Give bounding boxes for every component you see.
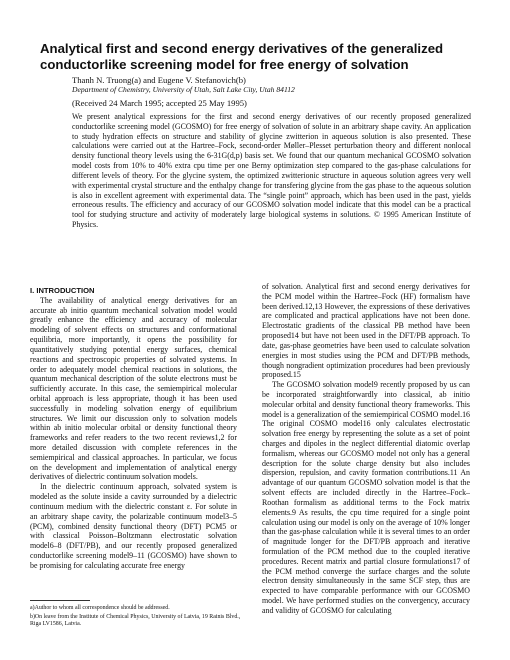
section-heading: I. INTRODUCTION [30, 286, 95, 295]
paper-title: Analytical first and second energy derivatives of the generalized conductorlike screening model for free energy of solvation [40, 41, 444, 72]
intro-paragraph-3: of solvation. Analytical first and second energy derivatives for the PCM model within the Hartree–Fock (HF) formalism have been derived.12,13 However, the expressions of these derivatives are complicated and practical applications have not been done. Electrostatic gradients of the classical PB method have been proposed14 but have not been used in the DFT/PB approach. To date, gas-phase geometries have been used to calculate solvation energies in most studies using the PCM and DFT/PB methods, though nongradient optimization procedures had been previously proposed.15 [262, 282, 470, 380]
intro-paragraph-4: The GCOSMO solvation model9 recently proposed by us can be incorporated straightforwardly into classical, ab initio molecular orbital and density functional theory frameworks. This model is a generalization of the semiempirical COSMO model.16 The original COSMO model16 only calculates electrostatic solvation free energy by representing the solute as a set of point charges and dipoles in the neglect differential diatomic overlap formalism, whereas our GCOSMO model not only has a general description for the solute charge density but also includes dispersion, repulsion, and cavity formation contributions.11 An advantage of our quantum GCOSMO solvation model is that the solvent effects are included directly in the Hartree–Fock–Roothan formalism as additional terms to the Fock matrix elements.9 As results, the cpu time required for a single point calculation using our model is only on the average of 10% longer than the gas-phase calculation while it is several times to an order of magnitude longer for the DFT/PB approach and iterative formulation of the PCM method due to the coupled iterative procedures. Recent matrix and partial closure formulations17 of the PCM method converge the surface charges and the solute electron density simultaneously in the same SCF step, thus are expected to have comparable performance with our GCOSMO model. We have performed studies on the convergency, accuracy and validity of GCOSMO for calculating [262, 380, 470, 615]
left-column [30, 286, 237, 571]
intro-paragraph-2: In the dielectric continuum approach, solvated system is modeled as the solute inside a cavity surrounded by a dielectric continuum medium with the dielectric constant ε. For solute in an arbitrary shape cavity, the polarizable continuum model3–5 (PCM), combined density functional theory (DFT) PCM5 or with classical Poisson–Boltzmann electrostatic solvation model6–8 (DFT/PB), and our recently proposed generalized conductorlike screening model9–11 (GCOSMO) have shown to be promising for calculating accurate free energy [30, 482, 237, 570]
footnote-b: b)On leave from the Institute of Chemical Physics, University of Latvia, 19 Rainis Blvd., Riga LV1586, Latvia. [30, 614, 241, 628]
received-dates: (Received 24 March 1995; accepted 25 May 1995) [72, 98, 247, 108]
right-column [262, 282, 470, 616]
intro-paragraph-1: The availability of analytical energy derivatives for an accurate ab initio quantum mechanical solvation model would greatly enhance the efficiency and accuracy of molecular modeling of solvent effects on structures and conformational equilibria, more importantly, it opens the possibility for quantitatively studying potential energy surfaces, chemical reactions and spectroscopic properties of solvated systems. In order to adequately model chemical reactions in solutions, the quantum mechanical description of the solute electrons must be sufficiently accurate. In this case, the semiempirical molecular orbital approach is less appropriate, though it has been used successfully in modeling solvation energy of equilibrium structures. We limit our discussion only to solvation models within ab initio molecular orbital or density functional theory frameworks and refer readers to the two recent reviews1,2 for more detailed discussion with complete references in the semiempirical and classical approaches. In particular, we focus on the development and implementation of analytical energy derivatives of dielectric continuum solvation models. [30, 295, 237, 482]
affiliation: Department of Chemistry, University of Utah, Salt Lake City, Utah 84112 [72, 85, 295, 94]
footnote-a: a)Author to whom all correspondence should be addressed. [30, 605, 170, 611]
author-line: Thanh N. Truong(a) and Eugene V. Stefanovich(b) [72, 75, 246, 85]
footnote-rule [30, 600, 90, 601]
abstract: We present analytical expressions for the first and second energy derivatives of our recently proposed generalized conductorlike screening model (GCOSMO) for free energy of solvation of solute in an arbitrary shape cavity. An application to study hydration effects on structure and stability of glycine zwitterion in aqueous solution is also presented. These calculations were carried out at the Hartree–Fock, second-order Møller–Plesset perturbation theory and different nonlocal density functional theory levels using the 6-31G(d,p) basis set. We found that our quantum mechanical GCOSMO solvation model costs from 10% to 40% extra cpu time per one Berny optimization step compared to the gas-phase calculations for different levels of theory. For the glycine system, the optimized zwitterionic structure in aqueous solution agrees very well with experimental crystal structure and the enthalpy change for transfering glycine from the gas phase to the aqueous solution is also in excellent agreement with experimental data. The “single point” approach, which has been used in the past, yields erroneous results. The efficiency and accuracy of our GCOSMO solvation model indicate that this model can be a practical tool for studying structure and activity of moderately large biological systems in solutions. © 1995 American Institute of Physics. [72, 112, 471, 229]
